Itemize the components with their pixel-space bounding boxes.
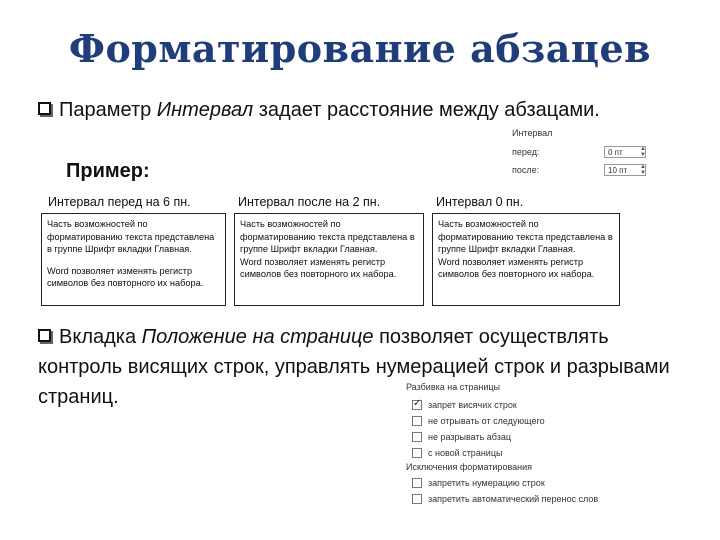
column-heading-3: Интервал 0 пн. bbox=[436, 195, 524, 209]
bullet-interval-term: Интервал bbox=[156, 99, 254, 121]
dont-hyphenate-label: запретить автоматический перенос слов bbox=[428, 494, 599, 504]
column-heading-2: Интервал после на 2 пн. bbox=[238, 195, 381, 209]
example-card-para1: Часть возможностей по форматированию текста представлена в группе Шрифт вкладки Главная. bbox=[47, 219, 215, 254]
interval-before-label: перед: bbox=[512, 147, 540, 157]
suppress-line-numbers-label: запретить нумерацию строк bbox=[428, 478, 545, 488]
example-card-para1: Часть возможностей по форматированию текста представлена в группе Шрифт вкладки Главная. bbox=[240, 219, 415, 254]
interval-after-row bbox=[512, 164, 646, 178]
page-break-before-checkbox[interactable] bbox=[412, 448, 422, 458]
pagination-section-label: Разбивка на страницы bbox=[406, 382, 500, 392]
formatting-exceptions-label: Исключения форматирования bbox=[406, 462, 533, 472]
widow-control-checkbox[interactable] bbox=[412, 400, 422, 410]
widow-control-label: запрет висячих строк bbox=[428, 400, 517, 410]
interval-before-row bbox=[512, 146, 646, 160]
page-position-dialog-snippet bbox=[400, 382, 600, 502]
bullet-page-post: позволяет осуществлять контроль висящих строк, управлять нумерацией строк и разрывами страниц. bbox=[38, 326, 670, 408]
suppress-line-numbers-checkbox[interactable] bbox=[412, 478, 422, 488]
bullet-interval-pre: Параметр bbox=[59, 99, 157, 121]
example-label: Пример: bbox=[66, 160, 150, 182]
example-card-para2: Word позволяет изменять регистр символов без повторного их набора. bbox=[438, 256, 595, 279]
interval-dialog-header: Интервал bbox=[512, 128, 553, 138]
example-card-before-6 bbox=[41, 213, 226, 306]
bullet-interval-post: задает расстояние между абзацами. bbox=[253, 99, 600, 121]
keep-lines-together-checkbox[interactable] bbox=[412, 432, 422, 442]
example-card-zero bbox=[432, 213, 620, 306]
example-card-para2: Word позволяет изменять регистр символов без повторного их набора. bbox=[47, 265, 204, 288]
example-card-after-2 bbox=[234, 213, 424, 306]
bullet-interval bbox=[38, 95, 600, 125]
keep-with-next-checkbox[interactable] bbox=[412, 416, 422, 426]
column-heading-1: Интервал перед на 6 пн. bbox=[48, 195, 191, 209]
checkbox-bullet-icon bbox=[38, 102, 51, 115]
interval-before-field[interactable]: 0 пт bbox=[604, 146, 646, 158]
example-card-para1: Часть возможностей по форматированию текста представлена в группе Шрифт вкладки Главная. bbox=[438, 219, 613, 254]
keep-lines-together-label: не разрывать абзац bbox=[428, 432, 512, 442]
checkbox-bullet-icon bbox=[38, 329, 51, 342]
keep-with-next-label: не отрывать от следующего bbox=[428, 416, 545, 426]
spinner-arrows-icon[interactable]: ▲ ▼ bbox=[640, 164, 646, 176]
bullet-page-term: Положение на странице bbox=[141, 326, 374, 348]
spinner-arrows-icon[interactable]: ▲ ▼ bbox=[640, 146, 646, 158]
slide-title: Форматирование абзацев bbox=[68, 26, 652, 71]
dont-hyphenate-checkbox[interactable] bbox=[412, 494, 422, 504]
page-break-before-label: с новой страницы bbox=[428, 448, 503, 458]
example-card-para2: Word позволяет изменять регистр символов без повторного их набора. bbox=[240, 256, 397, 279]
interval-after-field[interactable]: 10 пт bbox=[604, 164, 646, 176]
bullet-page-pre: Вкладка bbox=[59, 326, 142, 348]
interval-after-label: после: bbox=[512, 165, 540, 175]
interval-dialog-snippet bbox=[490, 128, 646, 183]
